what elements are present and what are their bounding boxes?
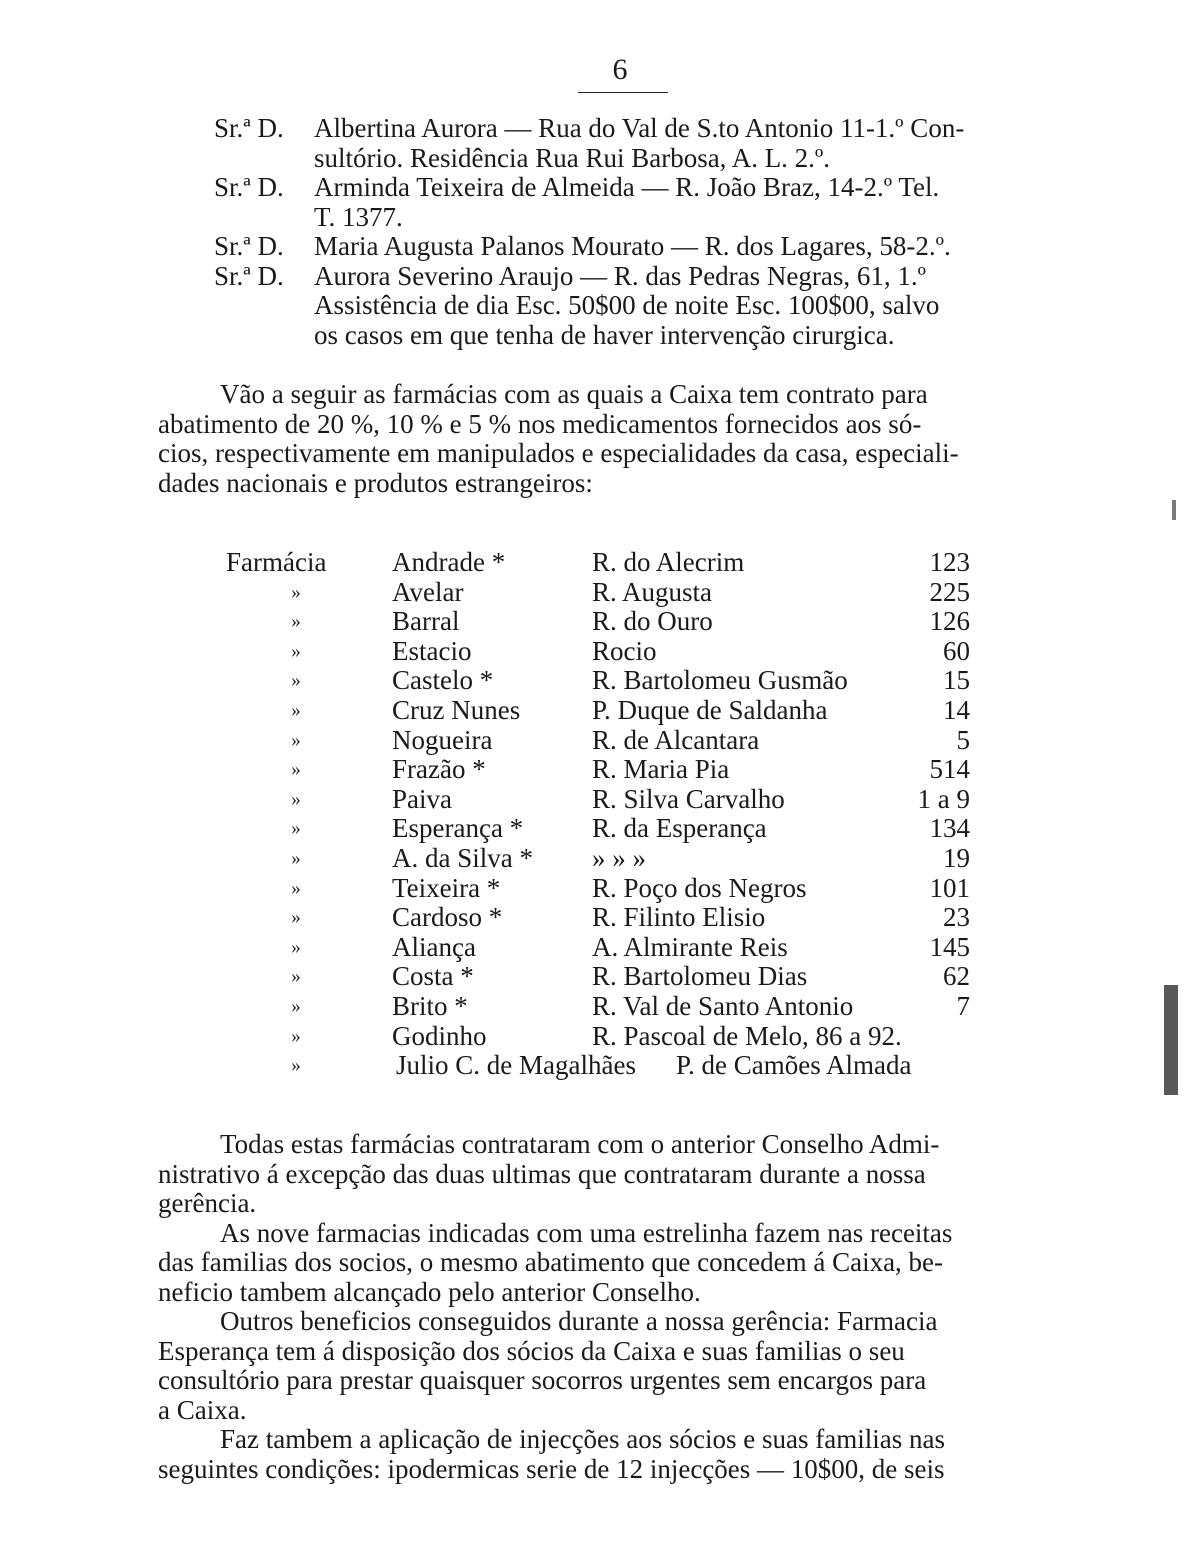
pharmacy-name: Teixeira * [392, 872, 501, 903]
pharmacy-row [226, 814, 1016, 844]
pharmacy-number: 60 [943, 635, 970, 666]
pharmacy-name: Nogueira [392, 724, 493, 755]
pharmacy-row [226, 933, 1016, 963]
paragraph-line: nistrativo á excepção das duas ultimas que contrataram durante a nossa [158, 1158, 926, 1189]
paragraph-line: dades nacionais e produtos estrangeiros: [158, 467, 593, 498]
pharmacy-row [226, 548, 1016, 578]
pharmacy-row [226, 903, 1016, 933]
ditto-mark: » [291, 966, 301, 988]
pharmacy-name: Costa * [392, 961, 474, 992]
pharmacy-street: R. do Alecrim [592, 547, 745, 577]
pharmacy-row [226, 992, 1016, 1022]
entry-line: os casos em que tenha de haver intervenção cirurgica. [314, 319, 895, 350]
pharmacy-row [226, 726, 1016, 756]
pharmacy-street: A. Almirante Reis [592, 931, 788, 962]
ditto-mark: » [291, 699, 301, 721]
entry-line: Aurora Severino Araujo — R. das Pedras Negras, 61, 1.º [314, 260, 926, 291]
paragraph-line: Faz tambem a aplicação de injecções aos sócios e suas familias nas [220, 1424, 945, 1454]
entry-honorific: Sr.ª D. [214, 113, 284, 143]
pharmacy-row [226, 844, 1016, 874]
pharmacy-name: Barral [392, 606, 460, 637]
pharmacy-name: Cardoso * [392, 902, 503, 933]
pharmacy-street: R. Bartolomeu Gusmão [592, 665, 848, 696]
pharmacy-row [226, 1022, 1016, 1052]
pharmacy-street: Rocio [592, 635, 657, 666]
pharmacy-name: Avelar [392, 576, 464, 607]
pharmacy-street: R. Poço dos Negros [592, 872, 807, 903]
pharmacy-name: Paiva [392, 783, 452, 814]
ditto-mark: » [291, 759, 301, 781]
entry-honorific: Sr.ª D. [214, 231, 284, 261]
ditto-mark: » [291, 907, 301, 929]
pharmacy-row [226, 696, 1016, 726]
pharmacy-name: Andrade * [392, 547, 506, 577]
pharmacy-name: Aliança [392, 931, 476, 962]
pharmacy-row [226, 755, 1016, 785]
pharmacy-number: 514 [929, 754, 970, 785]
ditto-mark: » [291, 936, 301, 958]
pharmacy-street: R. de Alcantara [592, 724, 760, 755]
entry-line: Arminda Teixeira de Almeida — R. João Braz, 14-2.º Tel. [314, 172, 940, 202]
paragraph-line: abatimento de 20 %, 10 % e 5 % nos medicamentos fornecidos aos só- [158, 408, 922, 439]
entry-honorific: Sr.ª D. [214, 260, 284, 291]
ditto-mark: » [291, 1055, 301, 1077]
pharmacy-street: P. de Camões Almada [676, 1050, 912, 1081]
pharmacy-street: R. Augusta [592, 576, 713, 607]
pharmacy-name: Cruz Nunes [392, 694, 521, 725]
ditto-mark: » [291, 640, 301, 662]
paragraph-line: Vão a seguir as farmácias com as quais a Caixa tem contrato para [220, 379, 928, 409]
pharmacy-street: R. Pascoal de Melo, 86 a 92. [592, 1020, 902, 1051]
pharmacy-number: 62 [943, 961, 970, 992]
pharmacy-street: R. Filinto Elisio [592, 902, 766, 933]
pharmacy-table [226, 548, 1016, 1081]
paragraph-line: gerência. [158, 1188, 257, 1218]
pharmacy-street: R. do Ouro [592, 606, 713, 637]
pharmacy-number: 23 [943, 902, 970, 933]
entry-line: Albertina Aurora — Rua do Val de S.to Antonio 11-1.º Con- [314, 113, 965, 143]
ditto-mark: » [291, 818, 301, 840]
paragraph-line: cios, respectivamente em manipulados e especialidades da casa, especiali- [158, 438, 959, 468]
paragraph-line: a Caixa. [158, 1394, 247, 1425]
ditto-mark: » [291, 670, 301, 692]
pharmacy-number: 126 [929, 606, 970, 637]
ditto-mark: » [291, 1025, 301, 1047]
closing-paragraphs [158, 1130, 1108, 1484]
pharmacy-name: Castelo * [392, 665, 494, 696]
pharmacy-number: 101 [929, 872, 970, 903]
pharmacy-row [226, 785, 1016, 815]
entry-line: Maria Augusta Palanos Mourato — R. dos Lagares, 58-2.º. [314, 231, 951, 261]
midwife-list [214, 114, 1114, 350]
pharmacy-number: 123 [929, 547, 970, 577]
pharmacy-number: 225 [929, 576, 970, 607]
pharmacy-intro-paragraph [158, 380, 1108, 498]
page-number: 6 [612, 53, 628, 86]
pharmacy-number: 145 [929, 931, 970, 962]
pharmacy-street: R. Bartolomeu Dias [592, 961, 808, 992]
paragraph-line: seguintes condições: ipodermicas serie de 12 injecções — 10$00, de seis [158, 1453, 945, 1484]
ditto-mark: » [291, 788, 301, 810]
ditto-mark: » [291, 729, 301, 751]
scan-edge-mark [1164, 985, 1178, 1095]
entry-honorific: Sr.ª D. [214, 172, 284, 202]
paragraph-line: consultório para prestar quaisquer socorros urgentes sem encargos para [158, 1365, 927, 1395]
pharmacy-number: 5 [956, 724, 970, 755]
pharmacy-street: R. Maria Pia [592, 754, 730, 785]
ditto-mark: » [291, 995, 301, 1017]
pharmacy-row [226, 637, 1016, 667]
paragraph-line: As nove farmacias indicadas com uma estrelinha fazem nas receitas [220, 1217, 953, 1248]
pharmacy-number: 1 a 9 [917, 783, 970, 814]
midwife-entry [214, 232, 1114, 262]
entry-line: sultório. Residência Rua Rui Barbosa, A. L. 2.º. [314, 142, 831, 173]
pharmacy-number: 15 [943, 665, 970, 696]
pharmacy-name: A. da Silva * [392, 842, 533, 873]
pharmacy-row [226, 607, 1016, 637]
midwife-entry [214, 262, 1114, 351]
ditto-mark: » [291, 847, 301, 869]
paragraph-line: Outros beneficios conseguidos durante a nossa gerência: Farmacia [220, 1306, 938, 1336]
pharmacy-name: Frazão * [392, 754, 486, 785]
pharmacy-street: R. Silva Carvalho [592, 783, 785, 814]
pharmacy-street: R. da Esperança [592, 813, 767, 844]
entry-line: Assistência de dia Esc. 50$00 de noite Esc. 100$00, salvo [314, 290, 940, 320]
pharmacy-label: Farmácia [226, 547, 327, 577]
page-number-rule [578, 92, 668, 93]
paragraph-line: das familias dos socios, o mesmo abatimento que concedem á Caixa, be- [158, 1247, 944, 1277]
pharmacy-name: Esperança * [392, 813, 524, 844]
midwife-entry [214, 173, 1114, 232]
pharmacy-number: 134 [929, 813, 970, 844]
pharmacy-row [226, 666, 1016, 696]
pharmacy-street: P. Duque de Saldanha [592, 694, 828, 725]
entry-line: T. 1377. [314, 201, 403, 232]
pharmacy-street-ditto: » » » [592, 842, 646, 873]
paragraph-line: neficio tambem alcançado pelo anterior Conselho. [158, 1276, 701, 1307]
paragraph-line: Esperança tem á disposição dos sócios da Caixa e suas familias o seu [158, 1335, 905, 1366]
pharmacy-row [226, 578, 1016, 608]
pharmacy-name: Godinho [392, 1020, 487, 1051]
ditto-mark: » [291, 581, 301, 603]
pharmacy-number: 19 [943, 842, 970, 873]
ditto-mark: » [291, 877, 301, 899]
pharmacy-row [226, 962, 1016, 992]
midwife-entry [214, 114, 1114, 173]
pharmacy-name: Brito * [392, 990, 468, 1021]
pharmacy-name: Julio C. de Magalhães [396, 1050, 636, 1081]
paragraph-line: Todas estas farmácias contrataram com o anterior Conselho Admi- [220, 1129, 940, 1159]
pharmacy-name: Estacio [392, 635, 472, 666]
scan-edge-mark [1172, 500, 1176, 520]
pharmacy-row [226, 874, 1016, 904]
pharmacy-number: 14 [943, 694, 970, 725]
pharmacy-row [226, 1051, 1016, 1081]
pharmacy-street: R. Val de Santo Antonio [592, 990, 854, 1021]
ditto-mark: » [291, 611, 301, 633]
pharmacy-number: 7 [956, 990, 970, 1021]
